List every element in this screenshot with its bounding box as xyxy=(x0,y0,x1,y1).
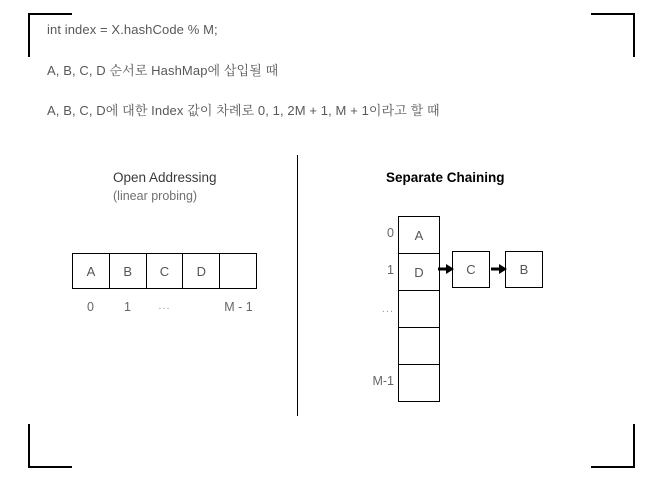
open-addressing-diagram xyxy=(72,253,257,320)
open-addressing-array xyxy=(72,253,257,289)
array-cell: A xyxy=(73,254,110,288)
open-addressing-title: Open Addressing xyxy=(113,170,217,185)
array-index-label-ellipsis: ... xyxy=(158,300,171,312)
bucket-cell xyxy=(399,365,439,402)
separate-chaining-bucket-column xyxy=(398,216,440,402)
chain-node: C xyxy=(452,251,490,288)
code-line: int index = X.hashCode % M; xyxy=(47,22,218,37)
bucket-cell: A xyxy=(399,217,439,254)
array-index-label: 1 xyxy=(124,300,131,314)
description-text-block xyxy=(47,22,627,119)
panel-divider xyxy=(297,155,298,416)
array-index-label: 0 xyxy=(87,300,94,314)
index-values-line: A, B, C, D에 대한 Index 값이 차례로 0, 1, 2M + 1, M + 1이라고 할 때 xyxy=(47,103,440,118)
chain-node: B xyxy=(505,251,543,288)
array-cell xyxy=(220,254,257,288)
chain-arrow-icon xyxy=(491,262,507,276)
bucket-index-label: M-1 xyxy=(372,374,394,388)
bucket-cell: D xyxy=(399,254,439,291)
array-index-label: M - 1 xyxy=(224,300,253,314)
bucket-index-label-ellipsis: ... xyxy=(381,303,394,315)
bucket-index-label: 0 xyxy=(387,226,394,240)
page-corner-bottom-right xyxy=(591,424,635,468)
open-addressing-index-labels xyxy=(72,300,257,320)
open-addressing-subtitle: (linear probing) xyxy=(113,189,198,203)
insertion-order-line: A, B, C, D 순서로 HashMap에 삽입될 때 xyxy=(47,63,279,78)
bucket-cell xyxy=(399,291,439,328)
page-corner-bottom-left xyxy=(28,424,72,468)
bucket-cell xyxy=(399,328,439,365)
bucket-index-label: 1 xyxy=(387,263,394,277)
array-cell: D xyxy=(183,254,220,288)
separate-chaining-title: Separate Chaining xyxy=(386,170,505,185)
array-cell: B xyxy=(110,254,147,288)
array-cell: C xyxy=(147,254,184,288)
chain-arrow-icon xyxy=(438,262,454,276)
